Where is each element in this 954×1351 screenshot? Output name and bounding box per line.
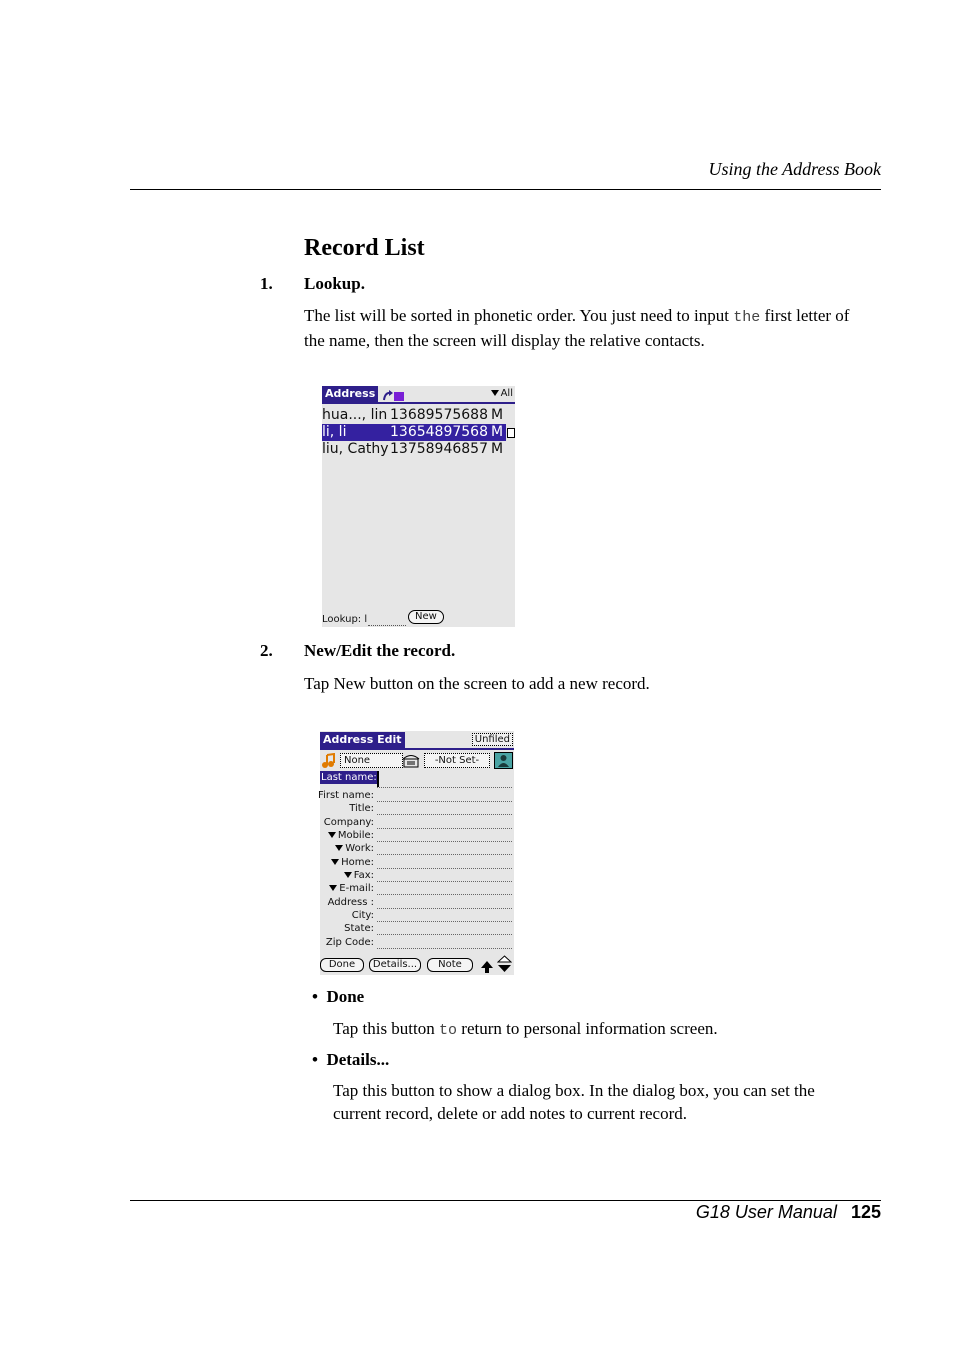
- step-1-number: 1.: [260, 274, 273, 293]
- bullet-details: • Details...: [312, 1050, 390, 1069]
- contact-row[interactable]: hua..., lin 13689575688 M: [322, 407, 504, 423]
- city-input[interactable]: [377, 921, 512, 922]
- note-icon: [507, 428, 515, 438]
- inline-code: to: [439, 1022, 458, 1039]
- lookup-field[interactable]: Lookup: l: [322, 614, 368, 625]
- first-name-input[interactable]: [377, 801, 512, 802]
- step-2-paragraph: Tap New button on the screen to add a new record.: [304, 674, 650, 693]
- mobile-input[interactable]: [377, 841, 512, 842]
- dropdown-arrow-icon: [331, 859, 339, 865]
- address-edit-tab: Address Edit: [320, 732, 405, 748]
- step-1-title: Lookup.: [304, 274, 365, 293]
- dropdown-arrow-icon: [328, 832, 336, 838]
- contact-photo-icon[interactable]: [494, 752, 513, 769]
- state-input[interactable]: [377, 934, 512, 935]
- company-input[interactable]: [377, 828, 512, 829]
- contact-row-selected[interactable]: li, li 13654897568 M: [322, 424, 506, 441]
- city-label: City:: [351, 910, 374, 921]
- ringtone-selector[interactable]: None: [340, 753, 403, 768]
- running-header: Using the Address Book: [708, 159, 881, 179]
- category-unfiled[interactable]: Unfiled: [472, 733, 513, 746]
- address-edit-screenshot: [320, 731, 514, 975]
- group-selector[interactable]: -Not Set-: [424, 753, 490, 768]
- footer: [696, 1202, 881, 1223]
- page-number: 125: [850, 1202, 881, 1222]
- step-2-number: 2.: [260, 641, 273, 660]
- dropdown-arrow-icon: [335, 845, 343, 851]
- last-name-input[interactable]: [377, 787, 512, 788]
- note-button[interactable]: Note: [427, 958, 473, 972]
- dropdown-arrow-icon: [491, 390, 499, 396]
- home-label[interactable]: Home:: [331, 857, 374, 869]
- step-2-title: New/Edit the record.: [304, 641, 456, 660]
- done-button[interactable]: Done: [320, 958, 364, 972]
- state-label: State:: [344, 923, 374, 934]
- text-cursor: [377, 771, 379, 787]
- contact-row[interactable]: liu, Cathy 13758946857 M: [322, 441, 504, 457]
- dropdown-arrow-icon: [344, 872, 352, 878]
- home-input[interactable]: [377, 868, 512, 869]
- bullet-details-paragraph: Tap this button to show a dialog box. In the dialog box, you can set the current record, delete or add notes to current record.: [333, 1081, 815, 1123]
- last-name-label: Last name:: [321, 772, 377, 783]
- address-label: Address :: [327, 897, 374, 908]
- email-label[interactable]: E-mail:: [329, 883, 374, 895]
- mobile-label[interactable]: Mobile:: [328, 830, 374, 842]
- inline-code: the: [733, 309, 761, 326]
- zip-code-label: Zip Code:: [325, 937, 374, 948]
- footer-rule: [130, 1200, 881, 1201]
- manual-title: G18 User Manual: [695, 1202, 837, 1222]
- category-selector[interactable]: All: [491, 387, 513, 400]
- details-button[interactable]: Details...: [369, 958, 421, 972]
- section-title: Record List: [304, 235, 425, 261]
- music-note-icon: [321, 753, 337, 769]
- title-input[interactable]: [377, 814, 512, 815]
- address-list-screenshot: [322, 386, 515, 627]
- email-input[interactable]: [377, 894, 512, 895]
- step-1-paragraph: The list will be sorted in phonetic order. You just need to input the first letter of the name, then the screen will display the relative contacts.: [304, 306, 850, 350]
- beam-icon[interactable]: [382, 387, 406, 400]
- work-input[interactable]: [377, 854, 512, 855]
- fax-input[interactable]: [377, 881, 512, 882]
- header-rule: [130, 189, 881, 190]
- fax-label[interactable]: Fax:: [344, 870, 374, 882]
- zip-code-input[interactable]: [377, 948, 512, 949]
- address-input[interactable]: [377, 908, 512, 909]
- work-label[interactable]: Work:: [335, 843, 374, 855]
- first-name-label: First name:: [318, 790, 374, 801]
- bullet-done: • Done: [312, 987, 365, 1006]
- new-button[interactable]: New: [408, 610, 444, 624]
- phone-icon[interactable]: [402, 752, 420, 768]
- title-label: Title:: [349, 803, 374, 814]
- bullet-done-paragraph: Tap this button to return to personal information screen.: [333, 1019, 718, 1039]
- address-tab[interactable]: Address: [322, 386, 378, 402]
- dropdown-arrow-icon: [329, 885, 337, 891]
- company-label: Company:: [323, 817, 374, 828]
- scroll-arrows-icon[interactable]: [497, 955, 512, 973]
- shift-up-icon[interactable]: [480, 959, 494, 973]
